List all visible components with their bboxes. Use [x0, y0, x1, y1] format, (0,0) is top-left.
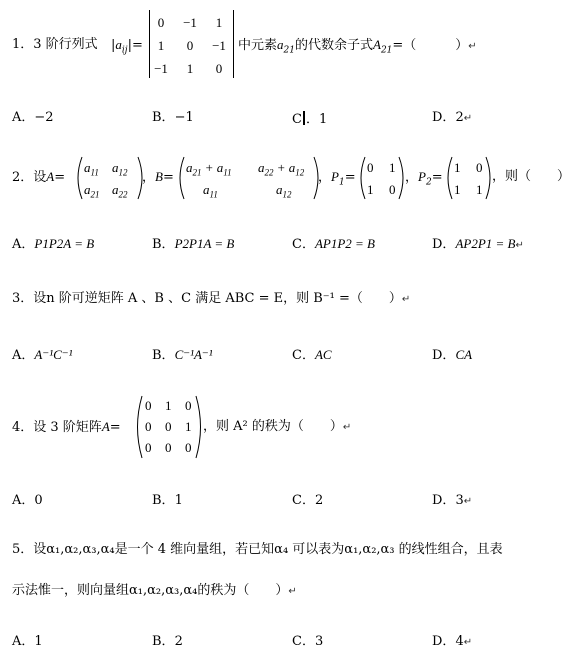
q2-b-cell: $a_{21} + a_{11}$: [186, 160, 232, 178]
option-value: 2: [314, 493, 324, 508]
option-value: 3: [314, 634, 324, 649]
det-cell: 0: [157, 15, 165, 30]
option-value: −2: [34, 110, 54, 125]
q2-option-b[interactable]: [152, 237, 234, 251]
option-value: AP2P1 = B: [455, 236, 516, 251]
option-label: D．: [432, 634, 456, 649]
option-value: 1: [34, 634, 43, 649]
option-value: CA: [455, 347, 473, 362]
option-label: D．: [432, 237, 456, 252]
q2-p2-cell: 1: [454, 160, 461, 175]
q2-option-c[interactable]: [292, 237, 375, 251]
q1-stem-post: =（ ）: [392, 38, 469, 53]
option-label: B．: [152, 348, 175, 363]
option-value: P2P1A = B: [174, 236, 235, 251]
q5-option-d[interactable]: [432, 635, 472, 648]
option-label: A．: [12, 634, 35, 649]
option-value: AP1P2 = B: [314, 236, 375, 251]
q4-stem-pre: 4．设 3 阶矩阵A=: [12, 419, 121, 435]
det-cell: 1: [157, 38, 165, 53]
option-label: B．: [152, 237, 175, 252]
q2-a-cell: $a_{22}$: [112, 182, 128, 200]
q2-option-d[interactable]: [432, 237, 524, 251]
det-cell: 1: [215, 15, 223, 30]
q1-cof-sub: 21: [380, 45, 393, 56]
q3-option-d[interactable]: [432, 348, 472, 362]
q1-det-sub: ij: [121, 45, 128, 56]
option-label: B．: [152, 110, 175, 125]
det-cell: 0: [186, 38, 194, 53]
q1-cof: A: [372, 37, 381, 52]
q5-option-b[interactable]: [152, 635, 183, 648]
option-label: C．: [292, 348, 315, 363]
q2-p2-cell: 1: [454, 182, 461, 197]
q4-stem-pre-text: 4．设 3 阶矩阵: [12, 420, 102, 435]
q1-stem-end: [238, 38, 477, 56]
q4-matrix-cell: 0: [145, 398, 152, 413]
text-cursor: [303, 111, 305, 125]
q2-stem-post: [492, 170, 570, 183]
return-mark-icon: ↵: [468, 41, 477, 52]
q4-matrix-cell: 0: [145, 419, 152, 434]
q4-matrix-cell: 0: [185, 398, 192, 413]
option-label: B．: [152, 493, 175, 508]
q2-stem-pre: 2．设A=: [12, 169, 66, 185]
option-label: C．: [292, 237, 315, 252]
q2-p2-matrix-parens: [446, 155, 492, 201]
return-mark-icon: ↵: [401, 294, 411, 305]
option-label: C．: [292, 634, 315, 649]
option-value: AC: [314, 347, 332, 362]
option-label: A．: [12, 237, 35, 252]
q2-p2-cell: 1: [476, 182, 483, 197]
q4-option-c[interactable]: [292, 494, 323, 507]
q2-b-eq: ，B=: [142, 169, 174, 185]
q4-stem-post: [203, 420, 351, 433]
option-value: 2: [174, 634, 183, 649]
q1-option-c[interactable]: [292, 111, 327, 126]
q4-matrix-cell: 1: [185, 419, 192, 434]
q2-p2-cell: 0: [476, 160, 483, 175]
q2-b-cell: $a_{11}$: [203, 182, 218, 200]
q3-option-c[interactable]: [292, 348, 332, 362]
q2-p1-matrix-parens: [359, 155, 405, 201]
q2-a-cell: $a_{21}$: [84, 182, 100, 200]
option-value: 2: [455, 110, 464, 125]
q2-p2-eq: ，$P_2=$: [405, 169, 443, 188]
q2-stem-pre-text: 2．设: [12, 170, 47, 185]
q2-option-a[interactable]: [12, 237, 94, 251]
det-cell: 0: [215, 61, 223, 76]
q4-stem-post-text: ，则 A² 的秩为（ ）: [203, 419, 343, 434]
q4-matrix-cell: 0: [165, 419, 172, 434]
option-label: C．: [292, 493, 315, 508]
det-cell: 1: [186, 61, 194, 76]
q1-stem-start: [12, 38, 98, 51]
option-label: D．: [432, 348, 456, 363]
option-value: C⁻¹A⁻¹: [174, 347, 213, 362]
option-value: 3: [455, 493, 464, 508]
return-mark-icon: ↵: [515, 240, 524, 251]
return-mark-icon: ↵: [463, 637, 473, 648]
q2-b-cell: $a_{12}$: [276, 182, 292, 200]
q1-stem-mid2: 的代数余子式: [294, 38, 373, 53]
q1-stem-pre: 1．3 阶行列式: [12, 37, 98, 52]
q4-matrix-cell: 0: [165, 440, 172, 455]
q5-option-c[interactable]: [292, 635, 323, 648]
q1-elem-sub: 21: [283, 45, 295, 56]
q1-det-letter: a: [115, 37, 122, 52]
return-mark-icon: ↵: [288, 586, 297, 597]
det-right-bar: [233, 10, 234, 78]
q4-option-b[interactable]: [152, 494, 183, 507]
q4-option-d[interactable]: [432, 494, 472, 507]
q2-p1-cell: 1: [367, 182, 374, 197]
return-mark-icon: ↵: [463, 496, 473, 507]
option-value: 1: [174, 493, 183, 508]
option-label: A．: [12, 493, 35, 508]
q1-det-notation: $|a_{ij}|=$: [111, 37, 143, 56]
option-value: ．1: [305, 112, 328, 127]
det-cell: −1: [183, 15, 197, 30]
option-value: A⁻¹C⁻¹: [34, 347, 73, 362]
q5-stem-line-2: [12, 584, 297, 597]
q4-matrix-cell: 0: [185, 440, 192, 455]
q2-b-cell: $a_{22} + a_{12}$: [258, 160, 305, 178]
option-value: P1P2A = B: [34, 236, 95, 251]
q2-p1-cell: 0: [389, 182, 396, 197]
q1-stem-mid: 中元素: [238, 38, 278, 53]
q1-option-a[interactable]: [12, 111, 54, 124]
q4-matrix-cell: 1: [165, 398, 172, 413]
det-cell: −1: [212, 38, 226, 53]
q1-option-b[interactable]: [152, 111, 194, 124]
q3-stem: [12, 292, 410, 305]
q5-line1-text: 5．设α₁,α₂,α₃,α₄是一个 4 维向量组，若已知α₄ 可以表为α₁,α₂,α₃ 的线性组合，且表: [12, 542, 503, 557]
q3-stem-text: 3．设n 阶可逆矩阵 A 、B 、C 满足 ABC = E，则 B⁻¹ =（ ）: [12, 291, 402, 306]
option-value: −1: [174, 110, 194, 125]
option-value: 4: [455, 634, 464, 649]
q5-stem-line-1: [12, 543, 503, 556]
q2-p1-cell: 1: [389, 160, 396, 175]
option-label: A．: [12, 348, 35, 363]
option-label: D．: [432, 493, 456, 508]
option-label: A．: [12, 110, 35, 125]
return-mark-icon: ↵: [342, 422, 352, 433]
option-label: D．: [432, 110, 456, 125]
q1-elem: a: [277, 37, 284, 52]
option-value: 0: [34, 493, 43, 508]
q2-p1-eq: ，$P_1=$: [318, 169, 356, 188]
q4-option-a[interactable]: [12, 494, 43, 507]
det-cell: −1: [154, 61, 168, 76]
q2-stem-post-text: ，则（ ）: [492, 169, 571, 184]
q3-option-a[interactable]: [12, 348, 73, 362]
q2-a-cell: $a_{11}$: [84, 160, 99, 178]
option-label: B．: [152, 634, 175, 649]
q5-option-a[interactable]: [12, 635, 43, 648]
q1-option-d[interactable]: [432, 111, 472, 124]
q2-a-cell: $a_{12}$: [112, 160, 128, 178]
q3-option-b[interactable]: [152, 348, 213, 362]
q5-line2-text: 示法惟一，则向量组α₁,α₂,α₃,α₄的秩为（ ）: [12, 583, 289, 598]
q4-matrix-cell: 0: [145, 440, 152, 455]
option-label: C: [292, 112, 302, 127]
return-mark-icon: ↵: [463, 113, 473, 124]
q2-p1-cell: 0: [367, 160, 374, 175]
